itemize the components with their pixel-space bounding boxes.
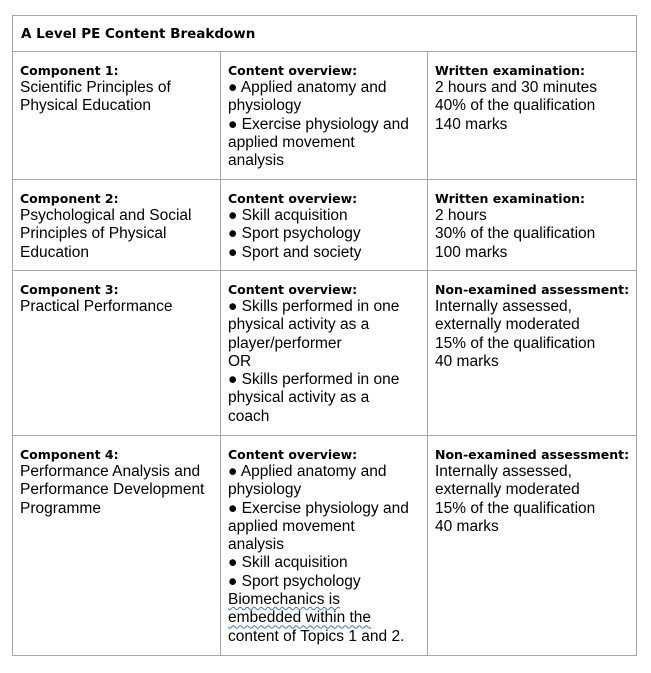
component-text: Programme: [20, 499, 101, 517]
content-text: analysis: [228, 152, 284, 170]
component-text: Education: [20, 243, 89, 261]
assessment-text: 40 marks: [435, 352, 499, 370]
assessment-cell: [428, 180, 637, 271]
content-text: applied movement: [228, 133, 355, 151]
assessment-heading: Written examination:: [435, 63, 586, 78]
assessment-text: externally moderated: [435, 316, 580, 334]
content-text: physical activity as a: [228, 389, 370, 407]
content-text: embedded within the: [228, 609, 372, 627]
content-text: content of Topics 1 and 2.: [228, 627, 405, 645]
component-text: Practical Performance: [20, 298, 173, 315]
assessment-text: 40% of the qualification: [435, 97, 596, 115]
content-text: ● Skills performed in one: [228, 371, 400, 389]
content-text: coach: [228, 407, 270, 425]
content-text: ● Applied anatomy and: [228, 79, 387, 96]
content-text: physiology: [228, 97, 302, 115]
component-heading: Component 2:: [20, 191, 119, 206]
assessment-text: 15% of the qualification: [435, 334, 596, 352]
table-row: [13, 436, 637, 656]
assessment-text: 140 marks: [435, 115, 508, 133]
content-text: ● Skills performed in one: [228, 298, 400, 315]
component-text: Principles of Physical: [20, 225, 167, 243]
assessment-text: 40 marks: [435, 517, 499, 535]
content-cell: [221, 436, 428, 656]
content-text: ● Sport and society: [228, 243, 362, 261]
content-text: ● Exercise physiology and: [228, 499, 409, 517]
assessment-heading: Written examination:: [435, 191, 586, 206]
assessment-text: 100 marks: [435, 243, 508, 261]
component-cell: [13, 180, 221, 271]
content-heading: Content overview:: [228, 282, 358, 297]
content-text: OR: [228, 352, 252, 370]
assessment-text: 15% of the qualification: [435, 499, 596, 517]
content-text: ● Sport psychology: [228, 572, 361, 590]
content-text: physical activity as a: [228, 316, 370, 334]
content-heading: Content overview:: [228, 63, 358, 78]
assessment-text: Internally assessed,: [435, 298, 572, 315]
component-cell: [13, 52, 221, 180]
content-text: applied movement: [228, 517, 355, 535]
assessment-text: externally moderated: [435, 481, 580, 499]
component-heading: Component 4:: [20, 447, 119, 462]
content-cell: [221, 271, 428, 436]
content-cell: [221, 52, 428, 180]
content-heading: Content overview:: [228, 447, 358, 462]
assessment-heading: Non-examined assessment:: [435, 282, 630, 297]
content-text: ● Sport psychology: [228, 225, 361, 243]
table-title: A Level PE Content Breakdown: [13, 16, 637, 52]
component-text: Physical Education: [20, 97, 151, 115]
content-heading: Content overview:: [228, 191, 358, 206]
component-text: Scientific Principles of: [20, 79, 171, 96]
assessment-text: 30% of the qualification: [435, 225, 596, 243]
assessment-text: 2 hours: [435, 207, 487, 224]
assessment-cell: [428, 52, 637, 180]
assessment-cell: [428, 436, 637, 656]
content-text: player/performer: [228, 334, 342, 352]
content-text: ● Skill acquisition: [228, 207, 348, 224]
component-text: Psychological and Social: [20, 207, 192, 224]
content-text: Biomechanics is: [228, 591, 340, 609]
content-text: ● Skill acquisition: [228, 554, 348, 572]
content-text: analysis: [228, 536, 284, 554]
content-text: ● Applied anatomy and: [228, 463, 387, 480]
component-text: Performance Analysis and: [20, 463, 201, 480]
assessment-text: Internally assessed,: [435, 463, 572, 480]
component-cell: [13, 436, 221, 656]
content-breakdown-table: [12, 15, 637, 656]
table-row: [13, 180, 637, 271]
content-cell: [221, 180, 428, 271]
component-text: Performance Development: [20, 481, 205, 499]
table-row: [13, 52, 637, 180]
assessment-text: 2 hours and 30 minutes: [435, 79, 597, 96]
component-heading: Component 3:: [20, 282, 119, 297]
component-heading: Component 1:: [20, 63, 119, 78]
table-row: [13, 271, 637, 436]
assessment-heading: Non-examined assessment:: [435, 447, 630, 462]
content-text: ● Exercise physiology and: [228, 115, 409, 133]
content-text: physiology: [228, 481, 302, 499]
assessment-cell: [428, 271, 637, 436]
component-cell: [13, 271, 221, 436]
